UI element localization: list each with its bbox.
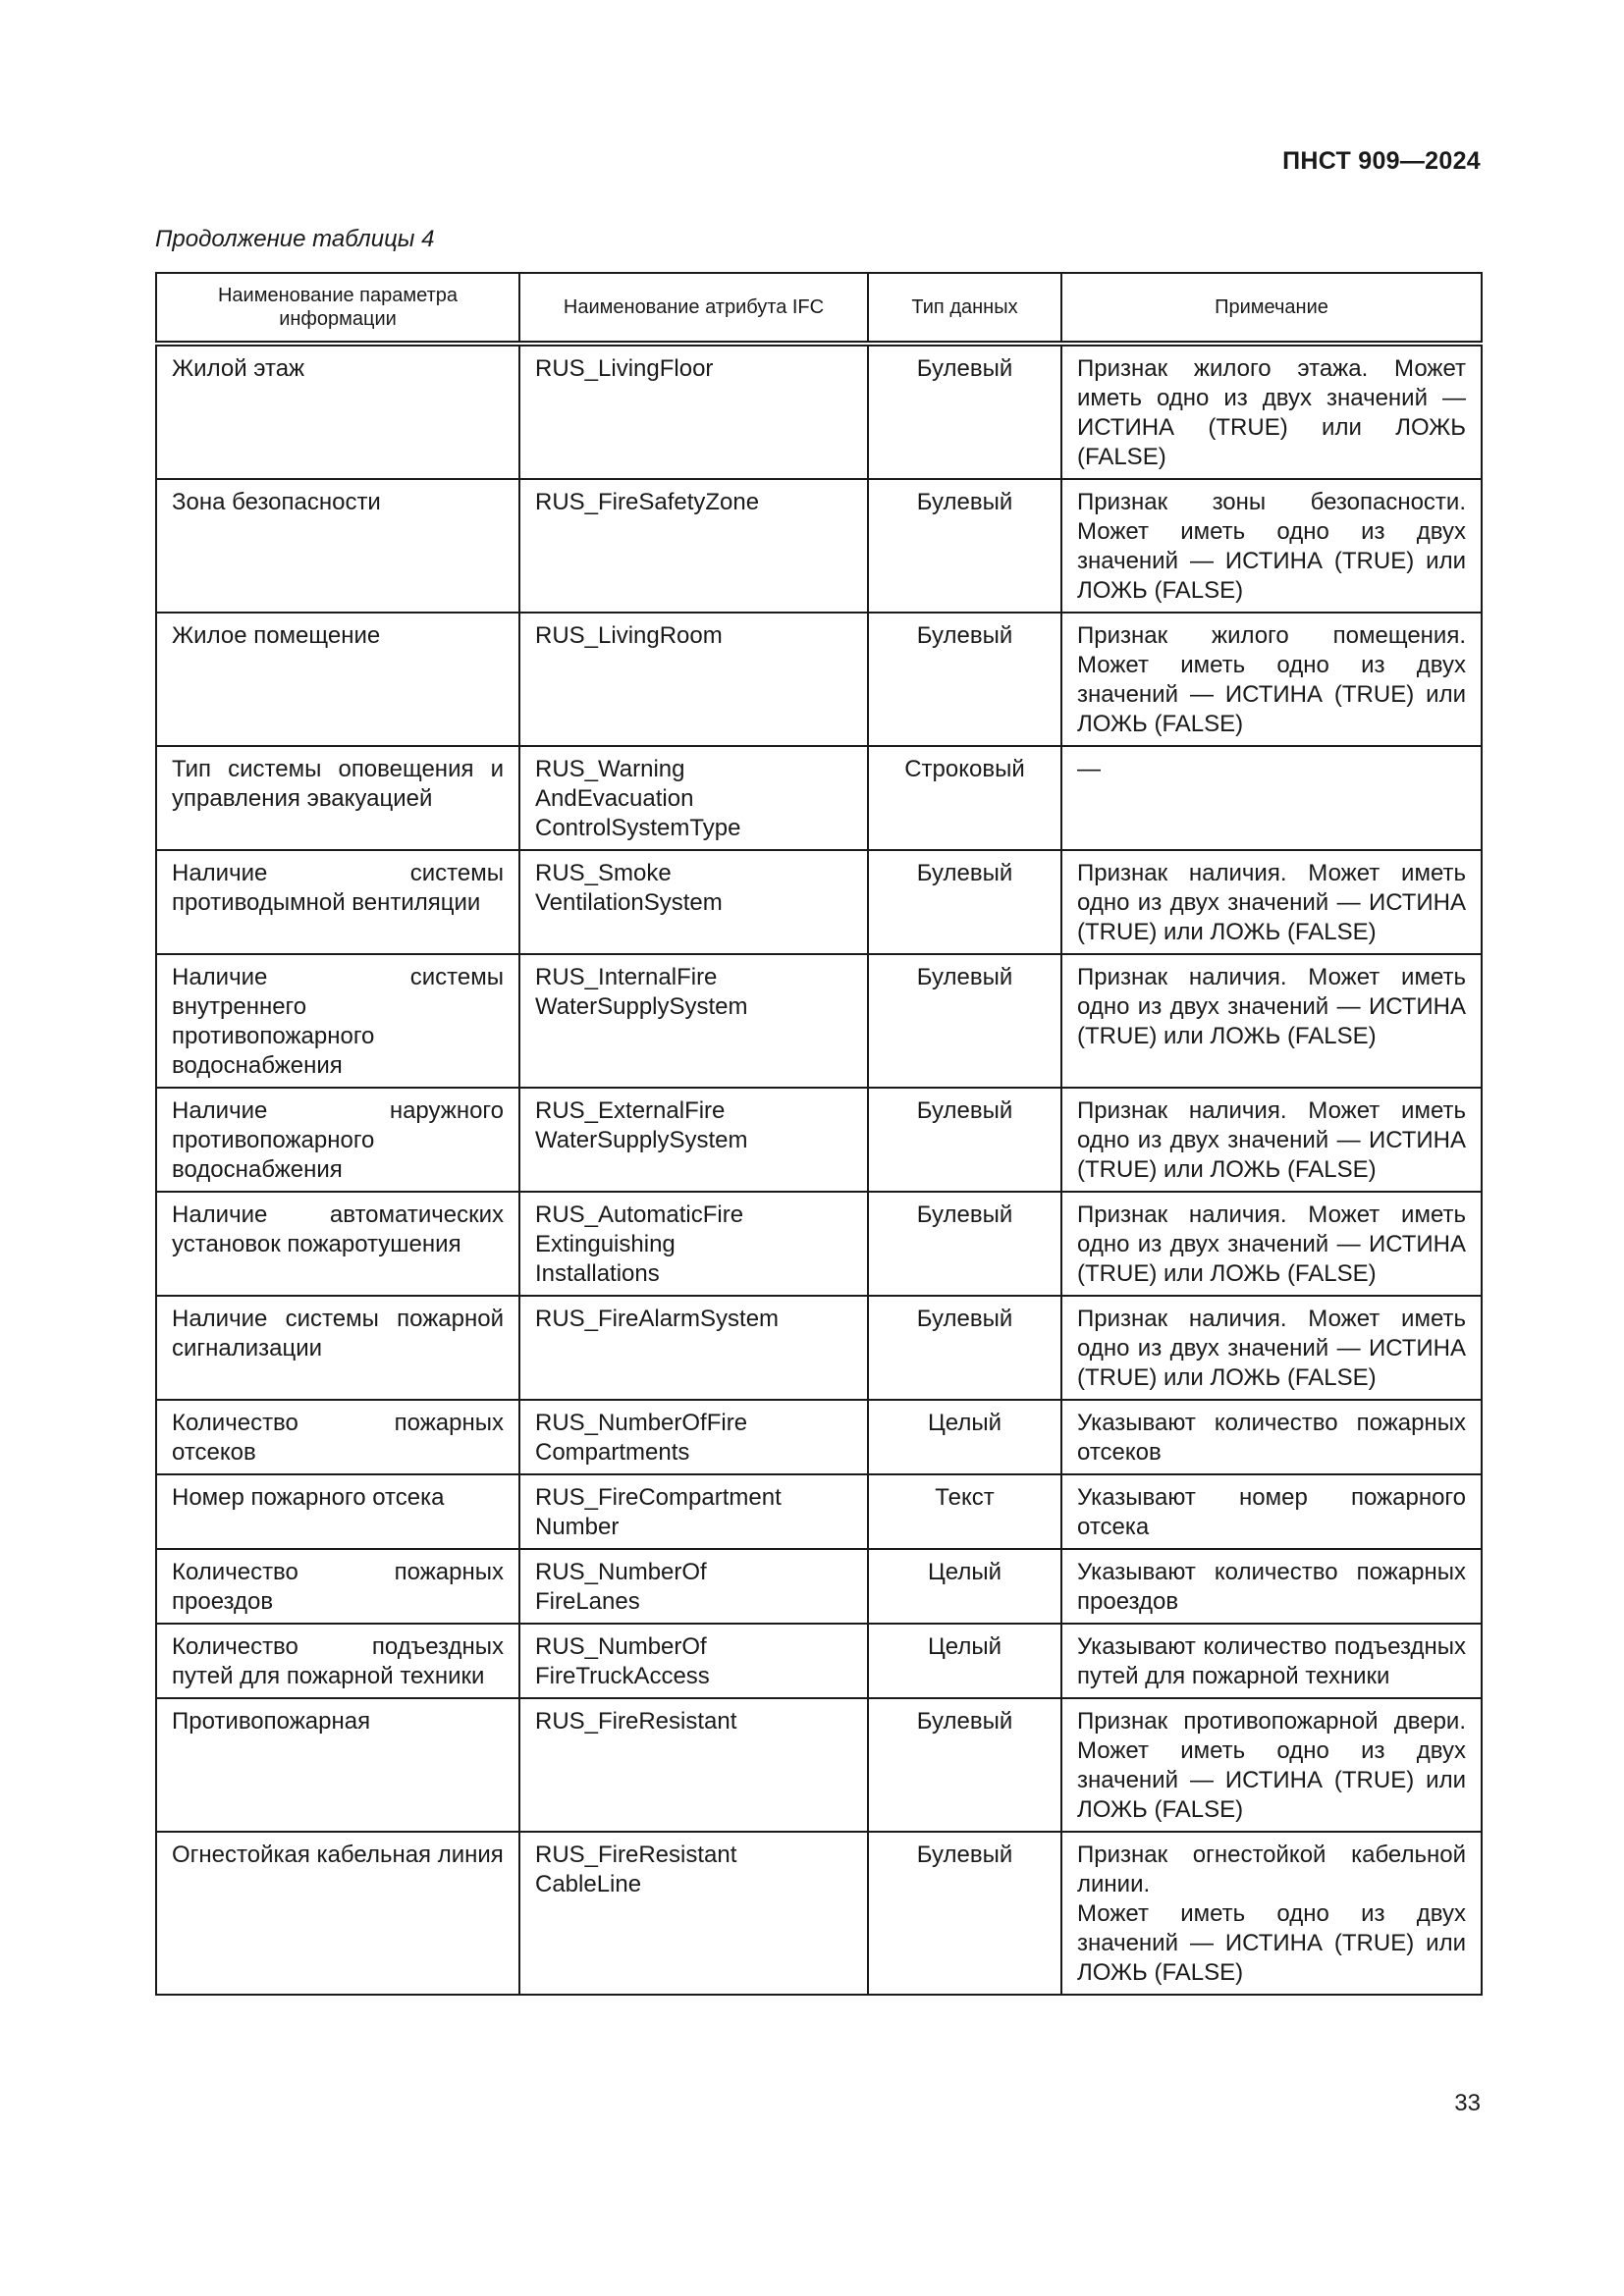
cell-ifc-attribute-line: Extinguishing — [535, 1231, 676, 1257]
cell-ifc-attribute — [519, 746, 868, 850]
cell-ifc-attribute-line: RUS_FireAlarmSystem — [535, 1306, 780, 1332]
table-row — [156, 1698, 1482, 1832]
cell-ifc-attribute-line: RUS_NumberOf — [535, 1633, 707, 1660]
cell-ifc-attribute-line: RUS_LivingFloor — [535, 355, 714, 382]
cell-data-type: Целый — [868, 1624, 1061, 1698]
table-header-row — [156, 273, 1482, 344]
cell-data-type: Булевый — [868, 850, 1061, 954]
cell-parameter: Зона безопасности — [156, 479, 519, 613]
cell-ifc-attribute-line: AndEvacuation — [535, 785, 694, 812]
cell-ifc-attribute-line: RUS_InternalFire — [535, 964, 718, 990]
cell-data-type: Булевый — [868, 479, 1061, 613]
cell-data-type: Булевый — [868, 1698, 1061, 1832]
cell-ifc-attribute — [519, 1088, 868, 1192]
table-caption: Продолжение таблицы 4 — [155, 226, 435, 252]
cell-ifc-attribute-line: WaterSupplySystem — [535, 993, 748, 1020]
cell-parameter: Противопожарная — [156, 1698, 519, 1832]
cell-parameter: Наличие системы пожарной сигнализации — [156, 1296, 519, 1400]
cell-ifc-attribute-line: RUS_FireResistant — [535, 1842, 737, 1868]
standard-code: ПНСТ 909—2024 — [1282, 147, 1481, 175]
cell-data-type: Булевый — [868, 1296, 1061, 1400]
cell-ifc-attribute — [519, 1832, 868, 1995]
cell-parameter: Тип системы оповещения и управления эвакуацией — [156, 746, 519, 850]
table-row — [156, 1474, 1482, 1549]
cell-note: Указывают количество пожарных проездов — [1061, 1549, 1482, 1624]
cell-note: Признак жилого этажа. Может иметь одно из двух значений — ИСТИНА (TRUE) или ЛОЖЬ (FALSE) — [1061, 344, 1482, 479]
cell-note-line: Признак огнестойкой кабельной линии. — [1077, 1842, 1466, 1897]
cell-parameter: Наличие автоматических установок пожаротушения — [156, 1192, 519, 1296]
cell-ifc-attribute-line: RUS_LivingRoom — [535, 622, 723, 649]
cell-ifc-attribute-line: Compartments — [535, 1439, 690, 1466]
cell-ifc-attribute-line: WaterSupplySystem — [535, 1127, 748, 1153]
cell-ifc-attribute — [519, 1400, 868, 1474]
cell-note: Признак наличия. Может иметь одно из двух значений — ИСТИНА (TRUE) или ЛОЖЬ (FALSE) — [1061, 954, 1482, 1088]
cell-parameter: Наличие системы внутреннего противопожарного водоснабжения — [156, 954, 519, 1088]
cell-ifc-attribute — [519, 1698, 868, 1832]
cell-parameter: Номер пожарного отсека — [156, 1474, 519, 1549]
cell-data-type: Текст — [868, 1474, 1061, 1549]
cell-parameter: Наличие наружного противопожарного водоснабжения — [156, 1088, 519, 1192]
cell-parameter: Количество пожарных проездов — [156, 1549, 519, 1624]
cell-ifc-attribute-line: RUS_ExternalFire — [535, 1097, 726, 1124]
cell-note: Указывают номер пожарного отсека — [1061, 1474, 1482, 1549]
table-body — [156, 344, 1482, 1995]
cell-ifc-attribute — [519, 850, 868, 954]
cell-data-type: Булевый — [868, 1088, 1061, 1192]
cell-data-type: Булевый — [868, 344, 1061, 479]
cell-ifc-attribute-line: ControlSystemType — [535, 815, 741, 841]
cell-data-type: Целый — [868, 1400, 1061, 1474]
cell-ifc-attribute-line: RUS_NumberOf — [535, 1559, 707, 1585]
cell-ifc-attribute-line: RUS_Smoke — [535, 860, 672, 886]
column-header-data-type: Тип данных — [868, 273, 1061, 344]
cell-parameter: Количество подъездных путей для пожарной техники — [156, 1624, 519, 1698]
column-header-parameter: Наименование параметра информации — [156, 273, 519, 344]
table-row — [156, 1549, 1482, 1624]
cell-parameter: Жилой этаж — [156, 344, 519, 479]
cell-ifc-attribute — [519, 344, 868, 479]
table-row — [156, 1400, 1482, 1474]
cell-note: Признак противопожарной двери. Может иметь одно из двух значений — ИСТИНА (TRUE) или ЛОЖЬ (FALSE) — [1061, 1698, 1482, 1832]
cell-data-type: Булевый — [868, 1192, 1061, 1296]
cell-note: Признак зоны безопасности. Может иметь одно из двух значений — ИСТИНА (TRUE) или ЛОЖЬ (FALSE) — [1061, 479, 1482, 613]
page-number: 33 — [1454, 2090, 1481, 2116]
cell-ifc-attribute — [519, 479, 868, 613]
cell-parameter: Наличие системы противодымной вентиляции — [156, 850, 519, 954]
cell-parameter: Жилое помещение — [156, 613, 519, 746]
cell-ifc-attribute-line: Installations — [535, 1260, 660, 1287]
cell-note: Признак наличия. Может иметь одно из двух значений — ИСТИНА (TRUE) или ЛОЖЬ (FALSE) — [1061, 850, 1482, 954]
table-row — [156, 1624, 1482, 1698]
table-row — [156, 1088, 1482, 1192]
cell-ifc-attribute — [519, 954, 868, 1088]
cell-note: Признак наличия. Может иметь одно из двух значений — ИСТИНА (TRUE) или ЛОЖЬ (FALSE) — [1061, 1088, 1482, 1192]
cell-ifc-attribute — [519, 613, 868, 746]
column-header-note: Примечание — [1061, 273, 1482, 344]
cell-ifc-attribute-line: RUS_FireResistant — [535, 1708, 737, 1735]
cell-ifc-attribute-line: RUS_FireSafetyZone — [535, 489, 760, 515]
cell-ifc-attribute — [519, 1192, 868, 1296]
cell-parameter: Огнестойкая кабельная линия — [156, 1832, 519, 1995]
cell-note: Признак наличия. Может иметь одно из двух значений — ИСТИНА (TRUE) или ЛОЖЬ (FALSE) — [1061, 1192, 1482, 1296]
cell-note: Указывают количество пожарных отсеков — [1061, 1400, 1482, 1474]
cell-ifc-attribute-line: FireTruckAccess — [535, 1663, 710, 1689]
cell-ifc-attribute — [519, 1474, 868, 1549]
cell-ifc-attribute-line: RUS_FireCompartment — [535, 1484, 782, 1511]
table-row — [156, 850, 1482, 954]
table-row — [156, 954, 1482, 1088]
table-row — [156, 1296, 1482, 1400]
cell-data-type: Строковый — [868, 746, 1061, 850]
cell-ifc-attribute-line: RUS_Warning — [535, 756, 685, 782]
cell-data-type: Булевый — [868, 1832, 1061, 1995]
cell-note: — — [1061, 746, 1482, 850]
table-row — [156, 1832, 1482, 1995]
table-row — [156, 344, 1482, 479]
cell-note: Указывают количество подъездных путей для пожарной техники — [1061, 1624, 1482, 1698]
table-row — [156, 613, 1482, 746]
column-header-ifc-attribute: Наименование атрибута IFC — [519, 273, 868, 344]
cell-note — [1061, 1832, 1482, 1995]
parameters-table — [155, 272, 1483, 1996]
cell-ifc-attribute — [519, 1624, 868, 1698]
cell-ifc-attribute — [519, 1296, 868, 1400]
cell-note: Признак жилого помещения. Может иметь одно из двух значений — ИСТИНА (TRUE) или ЛОЖЬ (FALSE) — [1061, 613, 1482, 746]
cell-ifc-attribute-line: RUS_AutomaticFire — [535, 1201, 744, 1228]
cell-parameter: Количество пожарных отсеков — [156, 1400, 519, 1474]
cell-data-type: Булевый — [868, 954, 1061, 1088]
cell-note: Признак наличия. Может иметь одно из двух значений — ИСТИНА (TRUE) или ЛОЖЬ (FALSE) — [1061, 1296, 1482, 1400]
table-row — [156, 479, 1482, 613]
cell-ifc-attribute-line: CableLine — [535, 1871, 642, 1897]
cell-ifc-attribute-line: Number — [535, 1514, 620, 1540]
cell-data-type: Целый — [868, 1549, 1061, 1624]
cell-ifc-attribute — [519, 1549, 868, 1624]
cell-ifc-attribute-line: VentilationSystem — [535, 889, 723, 916]
cell-ifc-attribute-line: RUS_NumberOfFire — [535, 1410, 748, 1436]
table-row — [156, 746, 1482, 850]
cell-ifc-attribute-line: FireLanes — [535, 1588, 640, 1615]
cell-note-line: Может иметь одно из двух значений — ИСТИНА (TRUE) или ЛОЖЬ (FALSE) — [1077, 1900, 1466, 1986]
cell-data-type: Булевый — [868, 613, 1061, 746]
table-row — [156, 1192, 1482, 1296]
